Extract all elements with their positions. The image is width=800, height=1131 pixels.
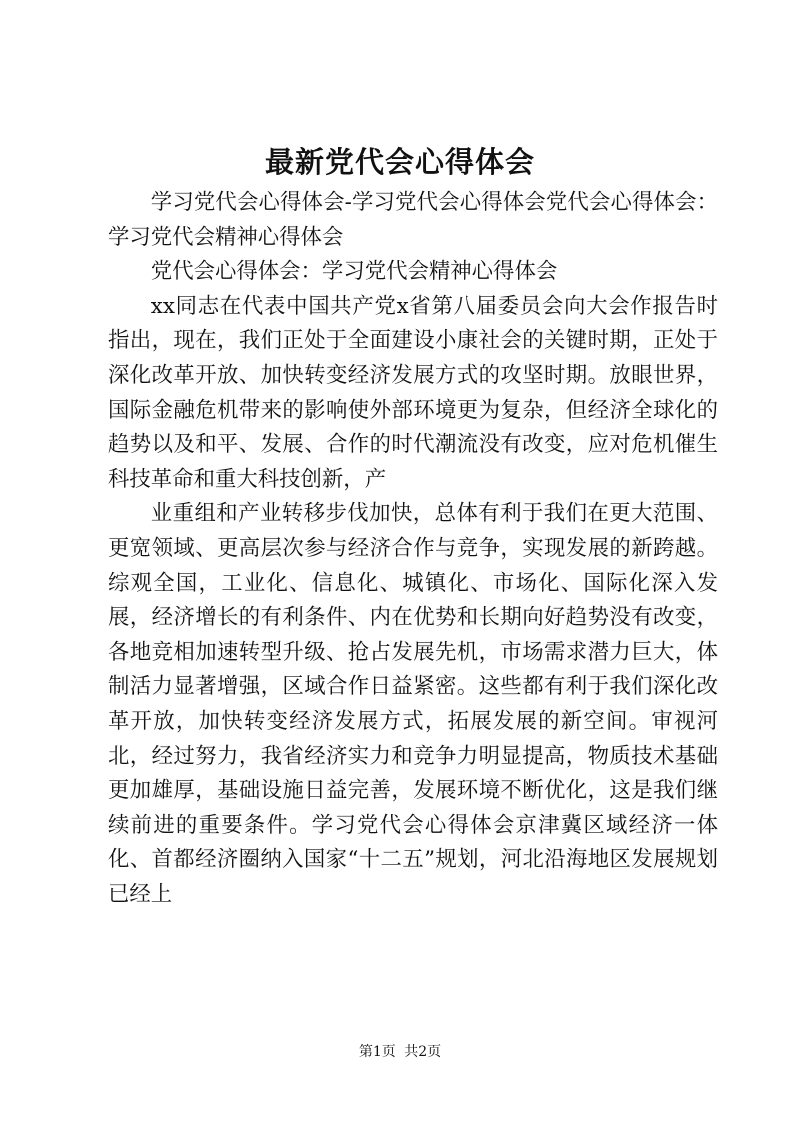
paragraph-3: xx同志在代表中国共产党x省第八届委员会向大会作报告时指出，现在，我们正处于全面建设小康社会的关键时期，正处于深化改革开放、加快转变经济发展方式的攻坚时期。放眼世界，国际金融危机带来的影响使外部环境更为复杂，但经济全球化的趋势以及和平、发展、合作的时代潮流没有改变，应对危机催生科技革命和重大科技创新，产: [108, 293, 718, 492]
paragraph-4: 业重组和产业转移步伐加快，总体有利于我们在更大范围、更宽领域、更高层次参与经济合作与竞争，实现发展的新跨越。综观全国，工业化、信息化、城镇化、市场化、国际化深入发展，经济增长的有利条件、内在优势和长期向好趋势没有改变，各地竞相加速转型升级、抢占发展先机，市场需求潜力巨大，体制活力显著增强，区域合作日益紧密。这些都有利于我们深化改革开放，加快转变经济发展方式，拓展发展的新空间。审视河北，经过努力，我省经济实力和竞争力明显提高，物质技术基础更加雄厚，基础设施日益完善，发展环境不断优化，这是我们继续前进的重要条件。学习党代会心得体会京津冀区域经济一体化、首都经济圈纳入国家“十二五”规划，河北沿海地区发展规划已经上: [108, 501, 718, 907]
page-total: 共2页: [404, 1044, 442, 1060]
page-footer: [0, 1041, 800, 1061]
document-title: 最新党代会心得体会: [264, 145, 535, 179]
page-number: 第1页: [358, 1044, 396, 1060]
paragraph-1: 学习党代会心得体会-学习党代会心得体会党代会心得体会：学习党代会精神心得体会: [108, 190, 718, 250]
document-body: [108, 186, 718, 912]
paragraph-2: 党代会心得体会：学习党代会精神心得体会: [150, 259, 558, 285]
